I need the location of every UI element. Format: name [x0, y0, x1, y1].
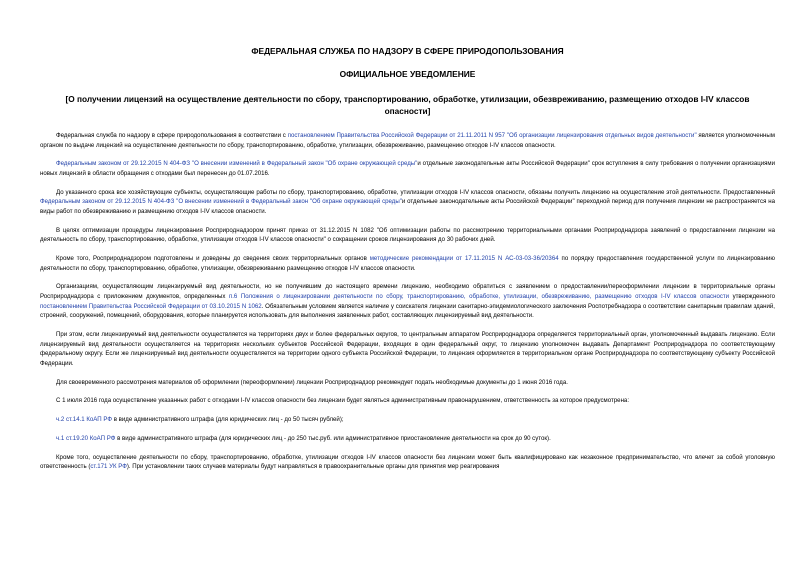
text: В целях оптимизации процедуры лицензирования Росприроднадзором принят приказ от 31.12.2015 N 1082 "Об оптимизации работы по рассмотрению территориальными органами Росприроднадзора заявлений о предоставлении лицензии на деятельность по сбору, транспортированию, обработке, утилизации отходов I-IV классов опасности" о сокращении сроков лицензирования до 30 рабочих дней.: [40, 226, 775, 244]
link-government-decree-1062[interactable]: постановлением Правительства Российской Федерации от 03.10.2015 N 1062: [40, 302, 262, 310]
text: и отдельные законодательные акты Российской Федерации" срок вступления в силу требования о получении организациями новых лицензий в области обращения с отходами был перенесен до 01.07.2016.: [40, 160, 775, 177]
text: . Обязательным условием является наличие у соискателя лицензии санитарно-эпидемиологического заключения Роспотребнадзора о соответствии санитарным правилам зданий, строений, сооружений, помещений, оборудования, которые планируется использовать для выполнения заявленных работ, составляющих лицензируемый вид деятельности.: [40, 302, 775, 320]
text: в виде административного штрафа (для юридических лиц - до 250 тыс.руб. или административное приостановление деятельности на срок до 90 суток).: [115, 434, 551, 442]
text: При этом, если лицензируемый вид деятельности осуществляется на территориях двух и более федеральных округов, то центральным аппаратом Росприроднадзора определяется территориальный орган, уполномоченный выдавать лицензию. Если лицензируемый вид деятельности осуществляется на территориях нескольких субъектов Российской Федерации, входящих в один федеральный округ, то лицензию уполномочен выдавать Департамент Росприроднадзора по соответствующему федеральному округу. Если же лицензируемый вид деятельности осуществляется на территории одного субъекта Российской Федерации, то лицензия оформляется в территориальном органе Росприроднадзора по соответствующему субъекту Российской Федерации.: [40, 331, 775, 367]
text: До указанного срока все хозяйствующие субъекты, осуществляющие работы по сбору, транспортированию, обработке, утилизации отходов I-IV классов опасности, обязаны получить лицензию на осуществление этой деятельности. Предоставленный: [56, 188, 775, 196]
text: в виде административного штрафа (для юридических лиц - до 50 тысяч рублей);: [112, 416, 344, 424]
paragraph-5: [40, 254, 775, 273]
text: Кроме того, Росприроднадзором подготовлены и доведены до сведения своих территориальных органов: [56, 255, 370, 263]
link-methodical-recommendations[interactable]: методические рекомендации от 17.11.2015 N АС-03-03-36/20364: [369, 255, 559, 263]
link-government-decree-957[interactable]: постановлением Правительства Российской Федерации от 21.11.2011 N 957 "Об организации лицензирования отдельных видов деятельности": [287, 132, 697, 139]
text: Организациям, осуществляющим лицензируемый вид деятельности, но не получившим до настоящего времени лицензию, необходимо обратиться с заявлением о предоставлении/переоформлении лицензии в территориальные органы Росприроднадзора с приложением документов, определенных: [40, 283, 775, 301]
text: С 1 июля 2016 года осуществление указанных работ с отходами I-IV классов опасности без лицензии будет являться административным правонарушением, ответственность за которое предусмотрена:: [56, 397, 630, 405]
text: и отдельные законодательные акты Российской Федерации" переходной период для получения лицензии не распространяется на виды работ по обезвреживанию и размещению отходов I-IV классов опасности.: [40, 198, 775, 215]
paragraph-10: [40, 415, 775, 425]
link-koap-14-1[interactable]: ч.2 ст.14.1 КоАП РФ: [56, 416, 112, 424]
link-federal-law-404[interactable]: Федеральным законом от 29.12.2015 N 404-ФЗ "О внесении изменений в Федеральный закон "Об охране окружающей среды": [56, 160, 418, 168]
text: ). При установлении таких случаев материалы будут направляться в правоохранительные органы для принятия мер реагирования: [126, 463, 500, 471]
agency-title: ФЕДЕРАЛЬНАЯ СЛУЖБА ПО НАДЗОРУ В СФЕРЕ ПРИРОДОПОЛЬЗОВАНИЯ: [251, 46, 564, 56]
document-type: ОФИЦИАЛЬНОЕ УВЕДОМЛЕНИЕ: [339, 69, 476, 79]
paragraph-3: [40, 188, 775, 217]
link-federal-law-404-second[interactable]: Федеральным законом от 29.12.2015 N 404-ФЗ "О внесении изменений в Федеральный закон "Об охране окружающей среды": [40, 198, 402, 206]
text: Для своевременного рассмотрения материалов об оформлении (переоформлении) лицензии Росприроднадзор рекомендует подать необходимые документы до 1 июня 2016 года.: [56, 378, 568, 386]
document-page: [40, 40, 775, 481]
text: утвержденного: [729, 293, 775, 301]
text: по порядку предоставления государственной услуги по лицензированию деятельности по сбору, транспортированию, обработке, утилизации, обезвреживанию размещению отходов I-IV классов опасности.: [40, 255, 776, 272]
paragraph-1: [40, 131, 775, 150]
paragraph-4: [40, 226, 775, 245]
text: является уполномоченным органом по выдаче лицензий на осуществление деятельности по сбору, транспортированию, обработке, утилизации, обезвреживанию, размещению отходов I-IV классов опасности.: [40, 132, 775, 149]
document-body: [40, 131, 775, 472]
paragraph-6: [40, 282, 775, 320]
paragraph-8: [40, 378, 775, 388]
document-subject: [О получении лицензий на осуществление деятельности по сбору, транспортированию, обработке, утилизации, обезвреживанию, размещению отходов I-IV классов опасности]: [65, 94, 750, 116]
paragraph-2: [40, 159, 775, 178]
paragraph-7: [40, 330, 775, 368]
paragraph-11: [40, 434, 775, 444]
text: Федеральная служба по надзору в сфере природопользования в соответствии с: [56, 132, 288, 139]
paragraph-12: [40, 453, 775, 472]
link-licensing-regulation-p6[interactable]: п.6 Положения о лицензировании деятельности по сбору, транспортированию, обработке, утилизации, обезвреживанию, размещению отходов I-IV классов опасности: [228, 293, 730, 301]
link-uk-171[interactable]: ст.171 УК РФ: [90, 463, 127, 471]
link-koap-19-20[interactable]: ч.1 ст.19.20 КоАП РФ: [56, 434, 116, 442]
text: Кроме того, осуществление деятельности по сбору, транспортированию, обработке, утилизации отходов I-IV классов опасности без лицензии может быть квалифицировано как незаконное предпринимательство, что влечет за собой уголовную ответственность (: [40, 453, 775, 471]
paragraph-9: [40, 396, 775, 406]
